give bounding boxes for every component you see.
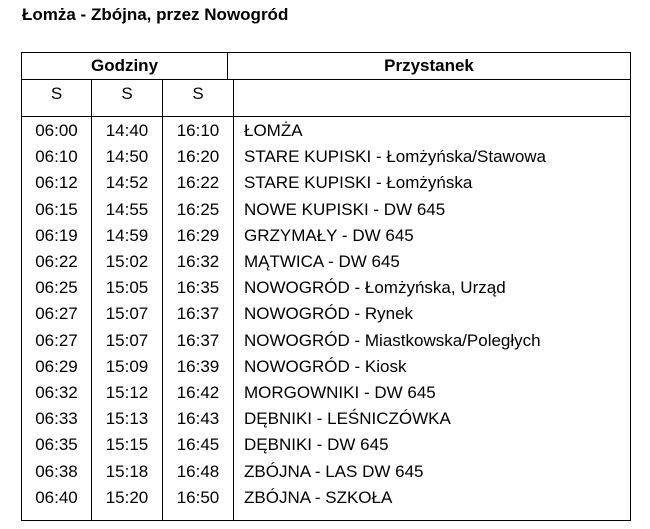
departure-time: 15:20 — [105, 487, 149, 507]
departure-time: 06:22 — [35, 252, 78, 271]
departure-time: 15:18 — [105, 461, 149, 481]
departure-time: 06:15 — [35, 199, 78, 219]
stop-name: ZBÓJNA - LAS DW 645 — [244, 461, 424, 481]
table-row — [22, 249, 630, 275]
stop-name: NOWE KUPISKI - DW 645 — [244, 199, 446, 219]
timetable — [21, 52, 631, 521]
departure-time: 06:32 — [35, 383, 78, 402]
table-row — [22, 380, 630, 406]
departure-time: 16:42 — [176, 383, 220, 402]
departure-time: 16:50 — [176, 487, 220, 507]
table-row — [22, 118, 630, 144]
departure-time: 06:27 — [35, 304, 78, 324]
table-row — [22, 144, 630, 170]
departure-time: 15:05 — [105, 278, 149, 298]
departure-time: 06:00 — [35, 121, 78, 140]
table-row — [22, 485, 630, 511]
stop-header: Przystanek — [384, 56, 474, 75]
table-row — [22, 223, 630, 249]
departure-time: 16:32 — [176, 252, 220, 271]
departure-time: 14:40 — [105, 121, 149, 140]
departure-time: 16:45 — [176, 435, 220, 455]
day-code: S — [121, 84, 133, 103]
stop-name: STARE KUPISKI - Łomżyńska/Stawowa — [244, 147, 547, 167]
stop-name: NOWOGRÓD - Łomżyńska, Urząd — [244, 278, 506, 298]
stop-name: STARE KUPISKI - Łomżyńska — [244, 173, 473, 193]
table-row — [22, 328, 630, 354]
departure-time: 06:10 — [35, 147, 78, 167]
departure-time: 16:22 — [176, 173, 220, 193]
table-row — [22, 275, 630, 301]
departure-time: 15:12 — [105, 383, 149, 402]
departure-time: 14:55 — [105, 199, 149, 219]
departure-time: 16:25 — [176, 199, 220, 219]
departure-time: 16:37 — [176, 330, 220, 350]
departure-time: 15:15 — [105, 435, 149, 455]
table-row — [22, 432, 630, 458]
stop-name: DĘBNIKI - LEŚNICZÓWKA — [244, 409, 451, 429]
table-row — [22, 406, 630, 432]
stop-name: MĄTWICA - DW 645 — [244, 252, 400, 271]
departure-time: 14:50 — [105, 147, 149, 167]
departure-time: 14:52 — [105, 173, 149, 193]
departure-time: 16:10 — [176, 121, 220, 140]
departure-time: 06:12 — [35, 173, 78, 193]
departure-time: 16:48 — [176, 461, 220, 481]
departure-time: 15:09 — [105, 356, 149, 376]
table-row — [22, 197, 630, 223]
page-title: Łomża - Zbójna, przez Nowogród — [22, 5, 289, 24]
day-code: S — [192, 84, 204, 103]
departure-time: 06:38 — [35, 461, 78, 481]
departure-time: 06:35 — [35, 435, 78, 455]
departure-time: 16:37 — [176, 304, 220, 324]
stop-name: DĘBNIKI - DW 645 — [244, 435, 389, 455]
departure-time: 15:07 — [105, 304, 149, 324]
departure-time: 06:40 — [35, 487, 78, 507]
stop-name: ŁOMŻA — [244, 121, 303, 140]
stop-name: GRZYMAŁY - DW 645 — [244, 225, 414, 245]
departure-time: 15:07 — [105, 330, 149, 350]
table-row — [22, 170, 630, 196]
departure-time: 16:29 — [176, 225, 220, 245]
hours-header: Godziny — [90, 56, 159, 75]
departure-time: 16:20 — [176, 147, 220, 167]
departure-time: 16:35 — [176, 278, 220, 298]
departure-time: 15:02 — [105, 252, 149, 271]
departure-time: 06:25 — [35, 278, 78, 298]
table-row — [22, 301, 630, 327]
departure-time: 06:33 — [35, 409, 78, 429]
departure-time: 16:43 — [176, 409, 220, 429]
departure-time: 06:27 — [35, 330, 78, 350]
departure-time: 06:29 — [35, 356, 78, 376]
stop-name: NOWOGRÓD - Kiosk — [244, 356, 407, 376]
day-code: S — [50, 84, 63, 103]
stop-name: NOWOGRÓD - Rynek — [244, 304, 414, 324]
departure-time: 15:13 — [105, 409, 149, 429]
departure-time: 06:19 — [35, 225, 78, 245]
departure-time: 16:39 — [176, 356, 220, 376]
table-row — [22, 354, 630, 380]
stop-name: MORGOWNIKI - DW 645 — [244, 383, 436, 402]
table-row — [22, 459, 630, 485]
departure-time: 14:59 — [105, 225, 149, 245]
header-divider — [22, 116, 630, 117]
stop-name: NOWOGRÓD - Miastkowska/Poległych — [244, 330, 541, 350]
stop-name: ZBÓJNA - SZKOŁA — [244, 487, 393, 507]
